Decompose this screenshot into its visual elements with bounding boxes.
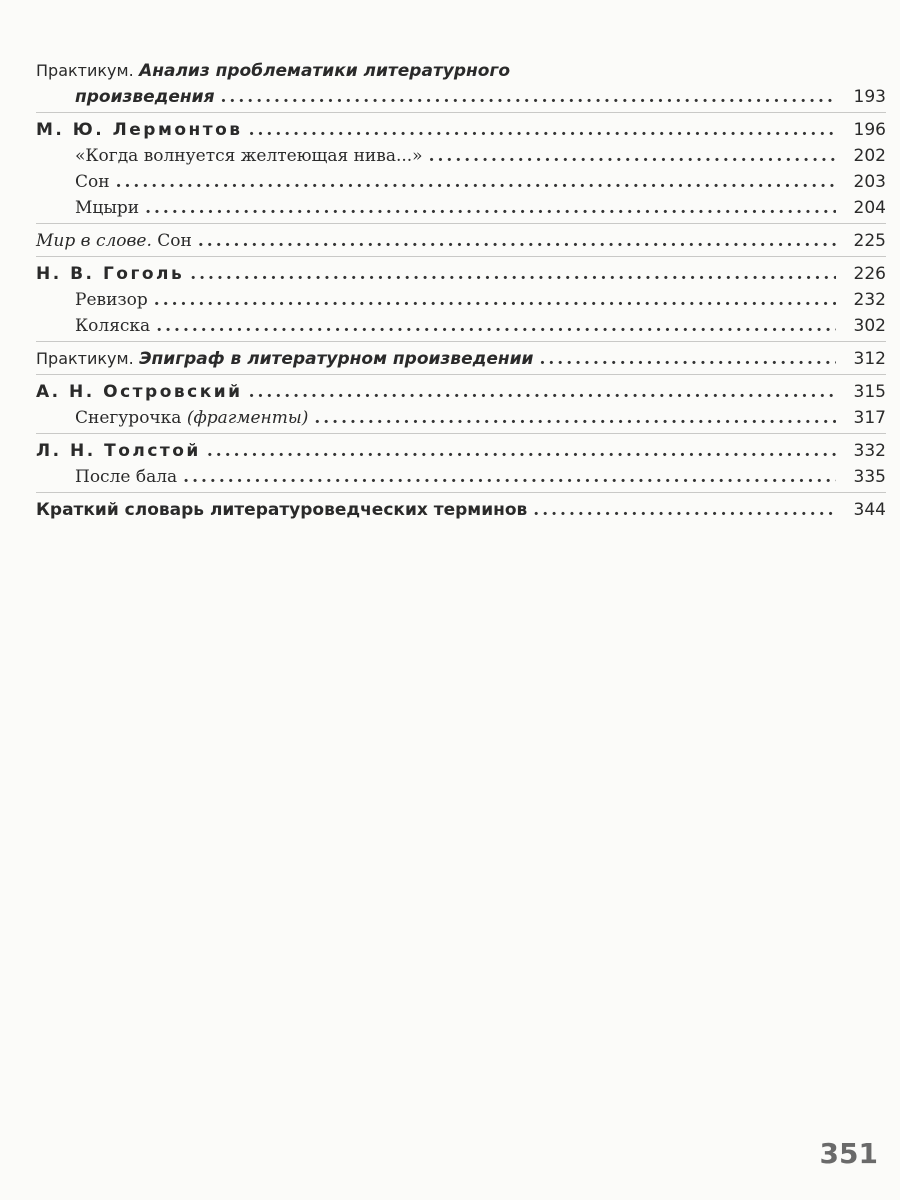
dot-leader [429,143,836,169]
dot-leader [156,313,836,339]
toc-entry-work [36,405,886,431]
dot-leader [154,287,836,313]
dot-leader [145,195,836,221]
page-number: 226 [853,264,886,284]
dot-leader [249,379,836,405]
page-number: 302 [853,316,886,336]
toc-section-tolstoy [36,438,886,493]
work-title: Снегурочка [75,408,182,428]
page-number: 344 [853,500,886,520]
toc-entry-praktikum-1 [36,58,886,113]
toc-entry-author [36,261,886,287]
work-title: После бала [75,467,178,487]
toc-entry-praktikum-2 [36,346,886,375]
toc-entry-author [36,438,886,464]
page-number: 193 [853,87,886,107]
work-title: Коляска [75,316,151,336]
toc-entry-work [36,287,886,313]
author-name: Л. Н. Толстой [36,441,201,461]
work-title: Мцыри [75,198,140,218]
work-title: Ревизор [75,290,148,310]
dot-leader [249,117,836,143]
toc-entry-work [36,195,886,221]
author-name: А. Н. Островский [36,382,243,402]
praktikum-title-line2: произведения [75,87,215,107]
page-number: 317 [853,408,886,428]
page-number: 312 [853,349,886,369]
dot-leader [221,84,836,110]
page-number: 204 [853,198,886,218]
praktikum-title-line1: Анализ проблематики литературного [139,61,511,81]
work-title: Сон [75,172,110,192]
toc-entry-work [36,313,886,339]
dot-leader [207,438,836,464]
dot-leader [533,497,836,523]
praktikum-label: Практикум. [36,61,134,80]
page-number: 202 [853,146,886,166]
work-title: «Когда волнуется желтеющая нива...» [75,146,423,166]
page-number: 332 [853,441,886,461]
author-name: М. Ю. Лермонтов [36,120,243,140]
dot-leader [183,464,836,490]
toc-section-ostrovsky [36,379,886,434]
toc-entry-author [36,379,886,405]
toc-entry-dictionary [36,497,886,525]
toc-entry-work [36,143,886,169]
mir-title: Сон [157,231,192,251]
toc-section-gogol [36,261,886,342]
praktikum-label: Практикум. [36,349,134,368]
toc-entry-work [36,169,886,195]
dot-leader [190,261,836,287]
table-of-contents [36,58,886,529]
dot-leader [198,228,836,254]
work-note: (фрагменты) [186,408,309,428]
page-number: 203 [853,172,886,192]
dictionary-title: Краткий словарь литературоведческих терминов [36,500,528,520]
toc-entry-mir-v-slove [36,228,886,257]
page-number: 335 [853,467,886,487]
page-number: 196 [853,120,886,140]
toc-entry-work [36,464,886,490]
toc-section-lermontov [36,117,886,224]
dot-leader [539,346,836,372]
page-number: 315 [853,382,886,402]
page-number: 225 [853,231,886,251]
mir-label: Мир в слове. [36,231,152,251]
page-number-footer: 351 [819,1137,878,1170]
page-number: 232 [853,290,886,310]
author-name: Н. В. Гоголь [36,264,185,284]
praktikum-title: Эпиграф в литературном произведении [139,349,534,369]
dot-leader [116,169,836,195]
toc-entry-author [36,117,886,143]
dot-leader [314,405,836,431]
